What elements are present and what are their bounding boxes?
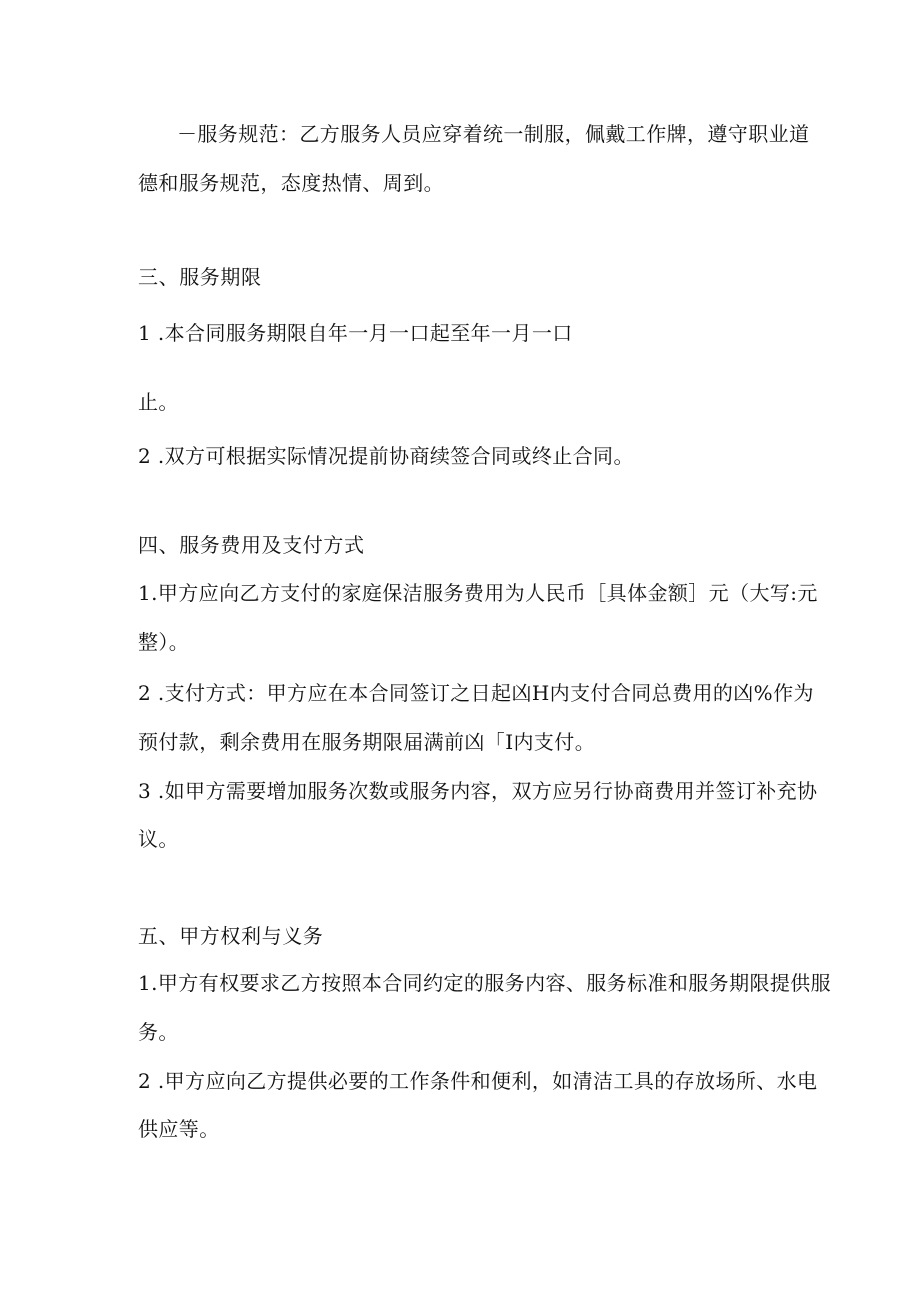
fee-item-3-line-2: 议。 [138, 827, 179, 851]
term-item-1-end: 止。 [138, 390, 179, 414]
term-item-2: 2 .双方可根据实际情况提前协商续签合同或终止合同。 [138, 444, 634, 468]
fee-item-2-line-1: 2 .支付方式：甲方应在本合同签订之日起凶H内支付合同总费用的凶%作为 [138, 681, 814, 705]
fee-item-2-line-2: 预付款，剩余费用在服务期限届满前凶「I内支付。 [138, 730, 596, 754]
fee-item-1-line-1: 1.甲方应向乙方支付的家庭保洁服务费用为人民币［具体金额］元（大写:元 [138, 581, 818, 605]
rights-item-2-line-2: 供应等。 [138, 1117, 220, 1141]
rights-item-1-line-2: 务。 [138, 1020, 179, 1044]
rights-item-1-line-1: 1.甲方有权要求乙方按照本合同约定的服务内容、服务标准和服务期限提供服 [138, 971, 832, 995]
section-heading-party-a-rights: 五、甲方权利与义务 [138, 924, 324, 948]
fee-item-3-line-1: 3 .如甲方需要增加服务次数或服务内容，双方应另行协商费用并签订补充协 [138, 779, 818, 803]
term-item-1: 1 .本合同服务期限自年一月一口起至年一月一口 [138, 321, 573, 345]
paragraph-service-standard-line-1: －服务规范：乙方服务人员应穿着统一制服，佩戴工作牌，遵守职业道 [177, 122, 810, 146]
section-heading-fees-payment: 四、服务费用及支付方式 [138, 533, 365, 557]
paragraph-service-standard-line-2: 德和服务规范，态度热情、周到。 [138, 171, 444, 195]
fee-item-1-line-2: 整）。 [138, 630, 190, 654]
section-heading-service-term: 三、服务期限 [138, 265, 262, 289]
rights-item-2-line-1: 2 .甲方应向乙方提供必要的工作条件和便利，如清洁工具的存放场所、水电 [138, 1069, 818, 1093]
